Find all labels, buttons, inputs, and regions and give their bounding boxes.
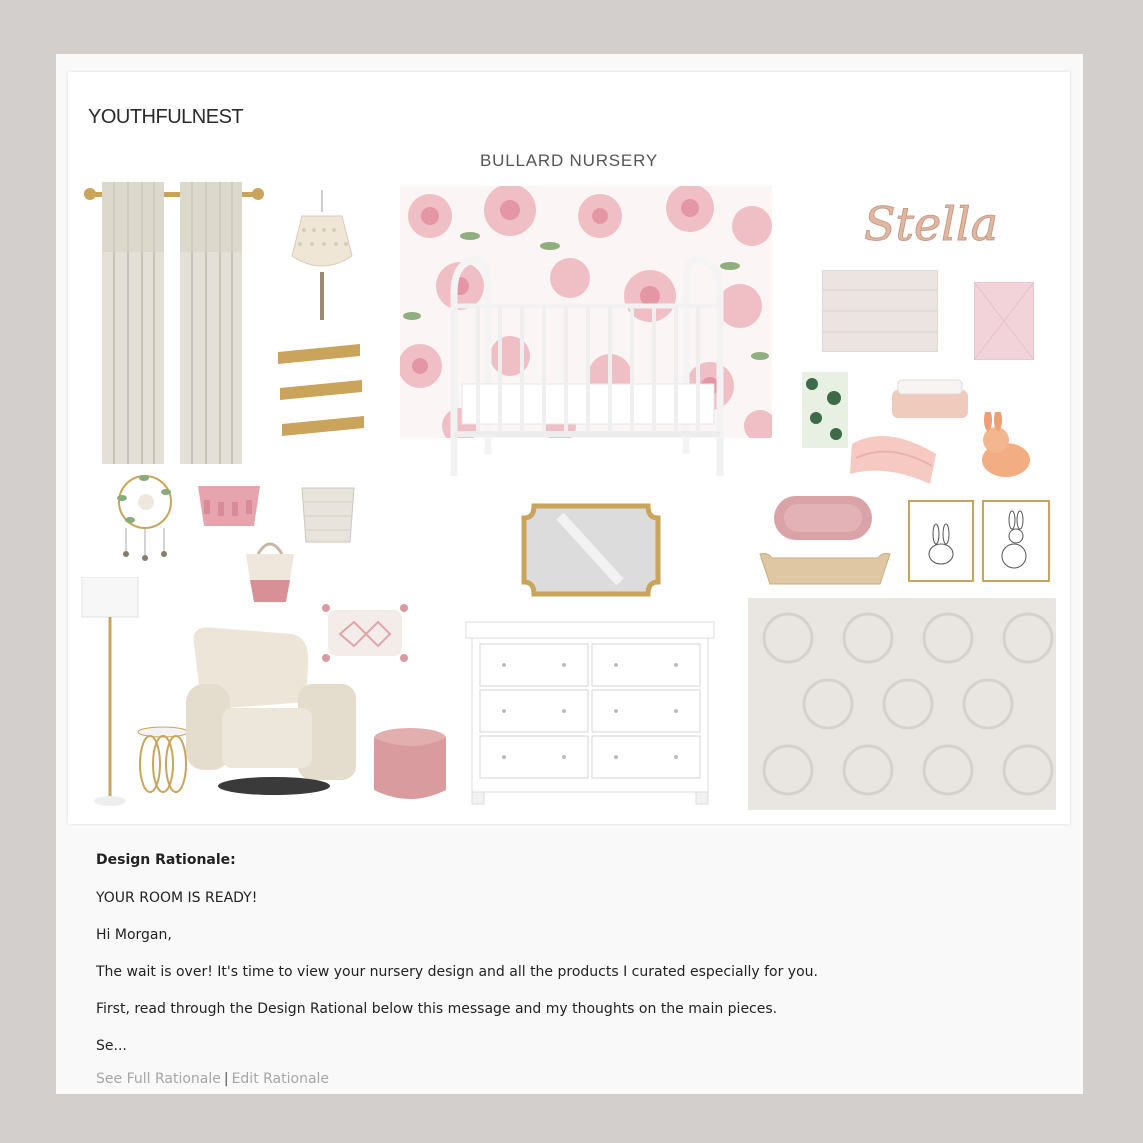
lumbar-pillow-image — [320, 600, 410, 666]
beaded-chandelier-image — [286, 190, 358, 328]
brand-logo: YOUTHFULNEST — [88, 106, 244, 128]
edit-rationale-link[interactable]: Edit Rationale — [231, 1071, 330, 1087]
pink-cream-basket-image — [244, 534, 296, 604]
floral-bag-image — [800, 368, 850, 450]
see-full-rationale-link[interactable]: See Full Rationale — [96, 1071, 221, 1087]
design-rationale — [96, 852, 1056, 1075]
pink-changing-pad-image — [772, 494, 874, 542]
mood-board — [68, 72, 1070, 824]
white-iron-crib-image — [448, 254, 726, 482]
name-sign-image — [856, 184, 1006, 260]
diaper-caddy-image — [890, 378, 970, 420]
rationale-paragraph: YOUR ROOM IS READY! — [96, 890, 258, 906]
rationale-links — [96, 1071, 329, 1087]
rationale-paragraph: The wait is over! It's time to view your nursery design and all the products I curated especially for you. — [96, 964, 818, 980]
white-dresser-image — [464, 620, 716, 806]
pink-swaddle-image — [846, 424, 942, 490]
damask-rug-image — [748, 598, 1056, 810]
board-title: BULLARD NURSERY — [480, 151, 658, 170]
knit-blanket-image — [822, 270, 938, 352]
design-panel — [56, 54, 1083, 1094]
pink-quilt-image — [974, 282, 1034, 360]
pink-pouf-image — [372, 726, 448, 804]
changing-basket-image — [758, 548, 892, 588]
bunny-lamp-image — [974, 412, 1032, 478]
curtain-panels-image — [84, 182, 264, 464]
woven-hamper-image — [300, 484, 356, 544]
bunny-art-print-1 — [908, 500, 974, 582]
rationale-heading: Design Rationale: — [96, 852, 236, 868]
link-separator: | — [223, 1071, 229, 1087]
floor-lamp-image — [80, 577, 140, 807]
gold-mirror-image — [520, 502, 662, 598]
rationale-paragraph: First, read through the Design Rational below this message and my thoughts on the main pieces. — [96, 1001, 778, 1017]
nursery-mobile-image — [114, 472, 176, 562]
bunny-art-print-2 — [982, 500, 1050, 582]
pink-tassel-basket-image — [194, 480, 264, 532]
rationale-paragraph: Se... — [96, 1038, 127, 1054]
rationale-paragraph: Hi Morgan, — [96, 927, 172, 943]
gold-wall-shelves-image — [276, 344, 366, 436]
name-sign-text: Stella — [863, 197, 999, 251]
